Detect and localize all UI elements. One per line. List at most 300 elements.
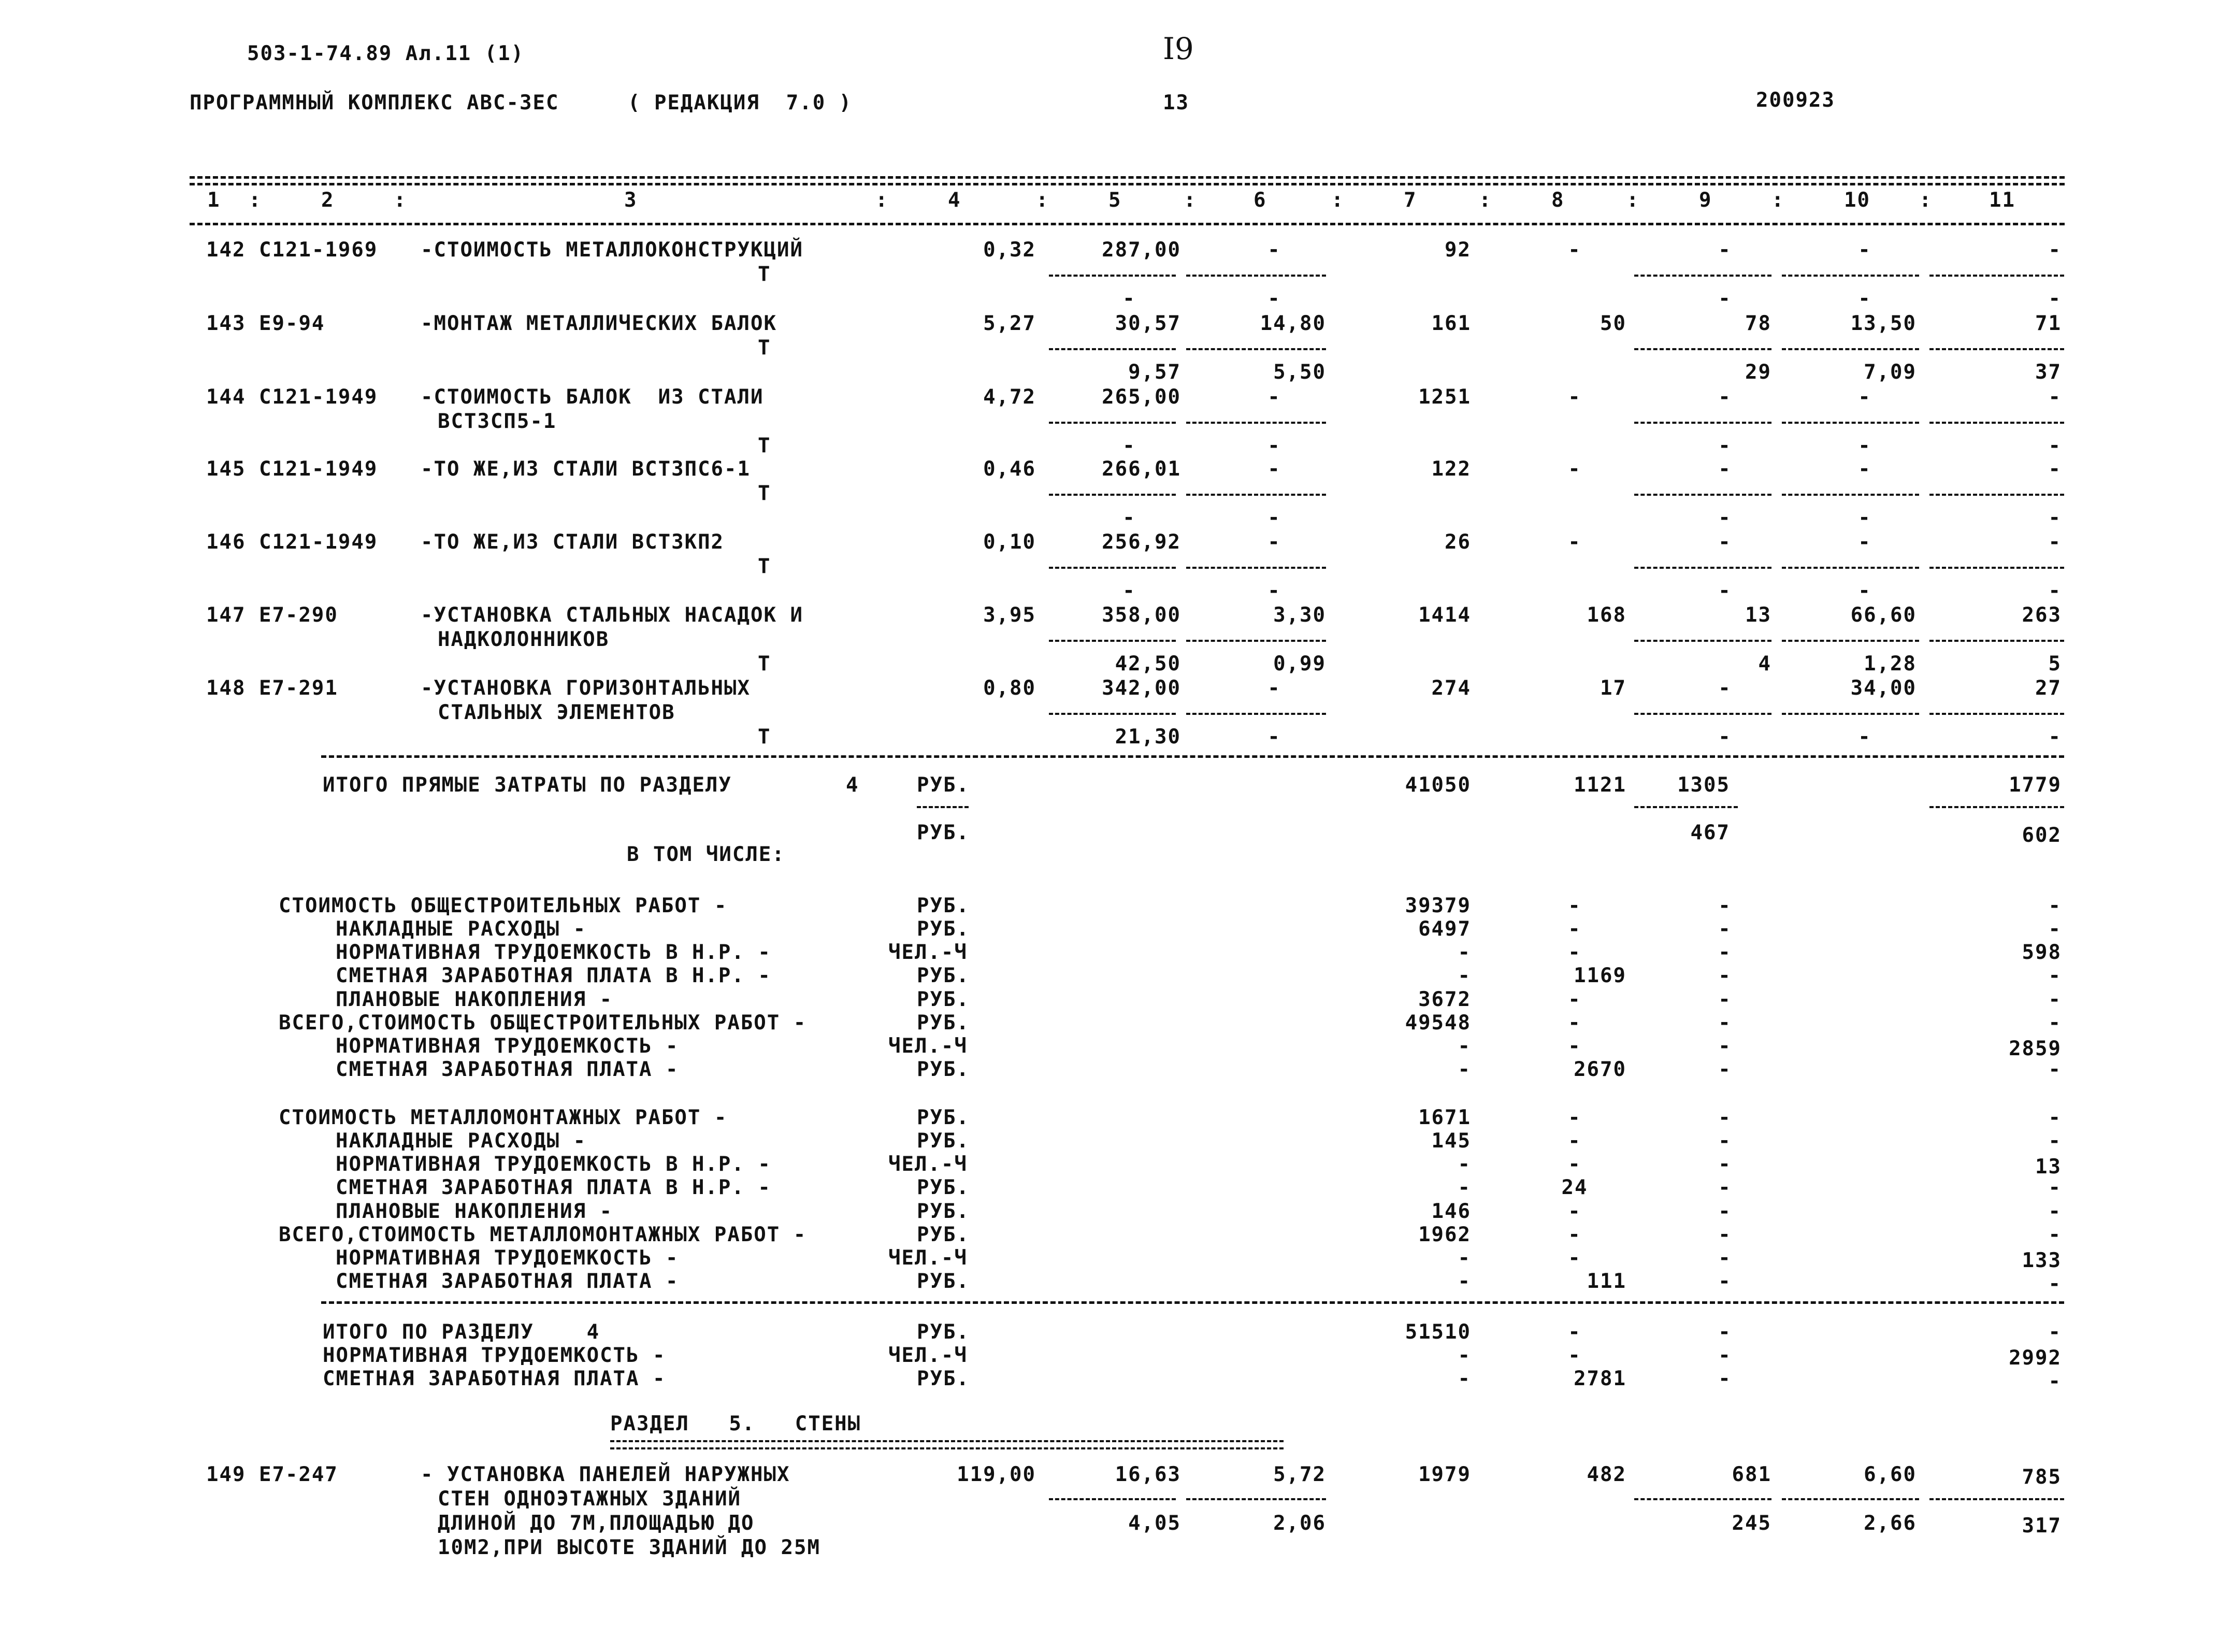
row-number: 149	[206, 1463, 246, 1486]
col8-value: 17	[1600, 677, 1626, 700]
date-code: 200923	[1756, 89, 1835, 112]
col10-value: 6,60	[1864, 1463, 1917, 1486]
col11-value: -	[2048, 1176, 2062, 1199]
col-header-1: 1	[207, 189, 221, 212]
summary-label: НОРМАТИВНАЯ ТРУДОЕМКОСТЬ -	[336, 1035, 679, 1058]
section-number: 4	[846, 773, 859, 797]
col5-value: 358,00	[1102, 604, 1181, 627]
subtotal-rule	[1634, 1498, 1771, 1500]
col8-value: -	[1568, 1153, 1581, 1176]
subtotal-rule	[1049, 567, 1176, 569]
summary-label: НАКЛАДНЫЕ РАСХОДЫ -	[336, 917, 587, 941]
summary-label: ВСЕГО,СТОИМОСТЬ ОБЩЕСТРОИТЕЛЬНЫХ РАБОТ -	[279, 1011, 807, 1035]
col9-value: -	[1718, 385, 1732, 409]
subtotal-rule	[1186, 567, 1326, 569]
unit: Т	[758, 263, 771, 286]
col11-value: -	[2048, 1200, 2062, 1223]
col-header-6: 6	[1254, 189, 1267, 212]
summary-label: ИТОГО ПО РАЗДЕЛУ 4	[323, 1320, 600, 1344]
row-number: 144	[206, 385, 246, 409]
col-header-7: 7	[1404, 189, 1417, 212]
header-rule-bottom	[190, 223, 2065, 225]
section-total-label: ИТОГО ПРЯМЫЕ ЗАТРАТЫ ПО РАЗДЕЛУ	[323, 773, 732, 797]
col-separator: :	[1771, 189, 1785, 212]
col7-value: 26	[1445, 530, 1471, 554]
col7-value: 1979	[1418, 1463, 1471, 1486]
summary-label: СМЕТНАЯ ЗАРАБОТНАЯ ПЛАТА В Н.Р. -	[336, 1176, 771, 1199]
col4-qty: 119,00	[957, 1463, 1036, 1486]
summary-label: НОРМАТИВНАЯ ТРУДОЕМКОСТЬ В Н.Р. -	[336, 1153, 771, 1176]
col11-value: 133	[2022, 1249, 2062, 1272]
col10-value: -	[1858, 385, 1871, 409]
col7-value: -	[1458, 1058, 1471, 1081]
work-description-cont: ВСТ3СП5-1	[438, 410, 557, 433]
unit: РУБ.	[917, 988, 970, 1011]
col6-labor: 0,99	[1273, 652, 1326, 676]
col6-value: -	[1267, 677, 1281, 700]
summary-label: НОРМАТИВНАЯ ТРУДОЕМКОСТЬ В Н.Р. -	[336, 941, 771, 964]
col7-value: 51510	[1405, 1320, 1471, 1344]
subtotal-rule	[1929, 348, 2064, 350]
col8-value: 24	[1561, 1176, 1588, 1199]
col10-value: 66,60	[1850, 604, 1917, 627]
col9-value: -	[1718, 1058, 1732, 1081]
col11-value: -	[2048, 530, 2062, 554]
col7-value: 122	[1431, 457, 1471, 481]
col11-value: 71	[2035, 312, 2062, 335]
subtotal-rule	[1186, 1498, 1326, 1500]
subtotal-rule	[1782, 494, 1919, 496]
col10-labor: -	[1858, 725, 1871, 749]
col-separator: :	[249, 189, 262, 212]
col8-value: -	[1568, 1035, 1581, 1058]
col6-value: -	[1267, 238, 1281, 262]
col8-value: 482	[1587, 1463, 1626, 1486]
col7-value: 146	[1431, 1200, 1471, 1223]
col9-labor: -	[1718, 287, 1732, 310]
col9-labor: 4	[1758, 652, 1771, 676]
subtotal-rule	[1634, 806, 1738, 808]
col11-value: -	[2048, 238, 2062, 262]
subtotal-rule	[1186, 348, 1326, 350]
subtotal-rule	[1049, 640, 1176, 642]
unit: Т	[758, 336, 771, 360]
col6-labor: 2,06	[1273, 1512, 1326, 1535]
subtotal-rule	[1929, 806, 2064, 808]
col5-labor: -	[1122, 434, 1136, 457]
unit: РУБ.	[917, 1106, 970, 1129]
col5-value: 30,57	[1115, 312, 1181, 335]
unit: ЧЕЛ.-Ч	[888, 1035, 968, 1058]
col4-qty: 4,72	[983, 385, 1036, 409]
col9-value: -	[1718, 1344, 1732, 1367]
col10-labor: 7,09	[1864, 361, 1917, 384]
row-number: 146	[206, 530, 246, 554]
section-rule	[321, 755, 2064, 758]
col11-labor: 602	[2022, 824, 2062, 847]
summary-label: НОРМАТИВНАЯ ТРУДОЕМКОСТЬ -	[323, 1344, 666, 1367]
col7-value: 3672	[1418, 988, 1471, 1011]
col9-value: -	[1718, 941, 1732, 964]
summary-label: СТОИМОСТЬ ОБЩЕСТРОИТЕЛЬНЫХ РАБОТ -	[279, 894, 728, 917]
unit: РУБ.	[917, 1223, 970, 1246]
subtotal-rule	[1929, 640, 2064, 642]
subtotal-rule	[1186, 275, 1326, 277]
unit: РУБ.	[917, 1367, 970, 1390]
norm-code: Е7-291	[259, 677, 338, 700]
col9-labor: -	[1718, 579, 1732, 602]
col6-value: -	[1267, 385, 1281, 409]
col5-value: 342,00	[1102, 677, 1181, 700]
subtotal-rule	[1049, 275, 1176, 277]
subtotal-rule	[917, 806, 969, 808]
col7-value: 145	[1431, 1129, 1471, 1153]
unit: ЧЕЛ.-Ч	[888, 1344, 968, 1367]
col8-value: -	[1568, 941, 1581, 964]
col9-value: -	[1718, 1035, 1732, 1058]
col7-value: -	[1458, 1344, 1471, 1367]
unit: РУБ.	[917, 1270, 970, 1293]
row-number: 143	[206, 312, 246, 335]
col9-value: -	[1718, 988, 1732, 1011]
work-description: - УСТАНОВКА ПАНЕЛЕЙ НАРУЖНЫХ	[421, 1463, 790, 1486]
including-label: В ТОМ ЧИСЛЕ:	[627, 843, 785, 866]
subtotal-rule	[1186, 640, 1326, 642]
work-description: -СТОИМОСТЬ БАЛОК ИЗ СТАЛИ	[421, 385, 764, 409]
section-title: РАЗДЕЛ 5. СТЕНЫ	[610, 1412, 861, 1435]
edition: ( РЕДАКЦИЯ 7.0 )	[628, 91, 853, 114]
col11-value: 598	[2022, 941, 2062, 964]
summary-label: ВСЕГО,СТОИМОСТЬ МЕТАЛЛОМОНТАЖНЫХ РАБОТ -	[279, 1223, 807, 1246]
unit: РУБ.	[917, 1200, 970, 1223]
summary-label: НОРМАТИВНАЯ ТРУДОЕМКОСТЬ -	[336, 1246, 679, 1270]
norm-code: Е7-247	[259, 1463, 338, 1486]
subtotal-rule	[1634, 713, 1771, 715]
unit: РУБ.	[917, 964, 970, 987]
col-separator: :	[394, 189, 407, 212]
col-separator: :	[1479, 189, 1492, 212]
header-rule-top-2	[190, 183, 2065, 185]
col10-value: -	[1858, 238, 1871, 262]
col7-value: 1962	[1418, 1223, 1471, 1246]
summary-label: СМЕТНАЯ ЗАРАБОТНАЯ ПЛАТА -	[336, 1270, 679, 1293]
norm-code: Е9-94	[259, 312, 325, 335]
work-description: -УСТАНОВКА ГОРИЗОНТАЛЬНЫХ	[421, 677, 751, 700]
summary-label: СМЕТНАЯ ЗАРАБОТНАЯ ПЛАТА В Н.Р. -	[336, 964, 771, 987]
col4-qty: 3,95	[983, 604, 1036, 627]
subtotal-rule	[1929, 567, 2064, 569]
row-number: 142	[206, 238, 246, 262]
col9-labor: -	[1718, 725, 1732, 749]
col-separator: :	[1331, 189, 1345, 212]
work-description: -СТОИМОСТЬ МЕТАЛЛОКОНСТРУКЦИЙ	[421, 238, 803, 262]
col-header-4: 4	[948, 189, 961, 212]
unit: РУБ.	[917, 1176, 970, 1199]
work-description: -ТО ЖЕ,ИЗ СТАЛИ ВСТ3ПС6-1	[421, 457, 751, 481]
col6-value: -	[1267, 457, 1281, 481]
col9-value: 681	[1732, 1463, 1771, 1486]
col10-value: -	[1858, 530, 1871, 554]
col11-value: -	[2048, 385, 2062, 409]
col7-value: 39379	[1405, 894, 1471, 917]
col10-value: 13,50	[1850, 312, 1917, 335]
col8-value: -	[1568, 1223, 1581, 1246]
col-separator: :	[1036, 189, 1049, 212]
subtotal-rule	[1634, 275, 1771, 277]
col5-value: 256,92	[1102, 530, 1181, 554]
col6-labor: -	[1267, 579, 1281, 602]
col11-value: 13	[2035, 1155, 2062, 1179]
col11-value: -	[2048, 894, 2062, 917]
col7-value: -	[1458, 941, 1471, 964]
col7-value: 1671	[1418, 1106, 1471, 1129]
col7-value: 274	[1431, 677, 1471, 700]
col9-value: -	[1718, 1011, 1732, 1035]
col8-value: -	[1568, 1106, 1581, 1129]
col11-value: -	[2048, 1058, 2062, 1081]
col-header-5: 5	[1108, 189, 1122, 212]
col8-value: 2670	[1574, 1058, 1626, 1081]
subtotal-rule	[1186, 494, 1326, 496]
col8-value: -	[1568, 894, 1581, 917]
col11-labor: 5	[2048, 652, 2062, 676]
subtotal-rule	[1634, 640, 1771, 642]
work-description: -ТО ЖЕ,ИЗ СТАЛИ ВСТ3КП2	[421, 530, 725, 554]
work-description: -МОНТАЖ МЕТАЛЛИЧЕСКИХ БАЛОК	[421, 312, 777, 335]
col9-value: 13	[1745, 604, 1771, 627]
unit: РУБ.	[917, 1011, 970, 1035]
unit: РУБ.	[917, 1058, 970, 1081]
subtotal-rule	[1929, 422, 2064, 424]
col8-value: -	[1568, 530, 1581, 554]
col8-value: -	[1568, 917, 1581, 941]
col4-qty: 0,32	[983, 238, 1036, 262]
unit: Т	[758, 434, 771, 457]
col11-value: -	[2048, 1223, 2062, 1246]
col8-value: 2781	[1574, 1367, 1626, 1390]
col7-value: 161	[1431, 312, 1471, 335]
subtotal-rule	[1782, 1498, 1919, 1500]
col11-value: 2859	[2009, 1037, 2062, 1060]
col10-labor: -	[1858, 287, 1871, 310]
col7-value: 41050	[1405, 773, 1471, 797]
col9-value: -	[1718, 1176, 1732, 1199]
col11-value: -	[2048, 988, 2062, 1011]
col5-labor: 4,05	[1128, 1512, 1181, 1535]
col7-value: -	[1458, 1246, 1471, 1270]
col11-labor: -	[2048, 725, 2062, 749]
subtotal-rule	[1049, 348, 1176, 350]
summary-label: НАКЛАДНЫЕ РАСХОДЫ -	[336, 1129, 587, 1153]
row-number: 145	[206, 457, 246, 481]
col10-labor: 1,28	[1864, 652, 1917, 676]
col8-value: 50	[1600, 312, 1626, 335]
col11-value: 263	[2022, 604, 2062, 627]
col9-labor: 29	[1745, 361, 1771, 384]
col11-value: 785	[2022, 1466, 2062, 1489]
col8-value: 111	[1587, 1270, 1626, 1293]
unit: РУБ.	[917, 894, 970, 917]
col6-labor: -	[1267, 434, 1281, 457]
col-header-10: 10	[1844, 189, 1870, 212]
summary-label: СТОИМОСТЬ МЕТАЛЛОМОНТАЖНЫХ РАБОТ -	[279, 1106, 728, 1129]
col6-labor: 5,50	[1273, 361, 1326, 384]
summary-label: ПЛАНОВЫЕ НАКОПЛЕНИЯ -	[336, 988, 613, 1011]
subtotal-rule	[1634, 567, 1771, 569]
norm-code: С121-1949	[259, 457, 378, 481]
col9-labor: 245	[1732, 1512, 1771, 1535]
col10-value: 34,00	[1850, 677, 1917, 700]
col-header-9: 9	[1699, 189, 1712, 212]
subtotal-rule	[1049, 1498, 1176, 1500]
col11-value: -	[2048, 964, 2062, 987]
col-header-3: 3	[624, 189, 638, 212]
col9-value: -	[1718, 1200, 1732, 1223]
unit: Т	[758, 482, 771, 505]
col7-value: 1414	[1418, 604, 1471, 627]
unit: РУБ.	[917, 917, 970, 941]
col8-value: -	[1568, 238, 1581, 262]
col10-labor: -	[1858, 579, 1871, 602]
col11-labor: 37	[2035, 361, 2062, 384]
col9-value: -	[1718, 1129, 1732, 1153]
col4-qty: 0,80	[983, 677, 1036, 700]
row-number: 147	[206, 604, 246, 627]
col8-value: -	[1568, 385, 1581, 409]
work-description: -УСТАНОВКА СТАЛЬНЫХ НАСАДОК И	[421, 604, 803, 627]
col11-value: -	[2048, 1011, 2062, 1035]
col9-labor: -	[1718, 506, 1732, 529]
program-name: ПРОГРАММНЫЙ КОМПЛЕКС АВС-3ЕС	[190, 91, 559, 114]
col8-value: -	[1568, 1200, 1581, 1223]
col7-value: -	[1458, 1035, 1471, 1058]
subtotal-rule	[1929, 275, 2064, 277]
norm-code: Е7-290	[259, 604, 338, 627]
col-header-2: 2	[321, 189, 335, 212]
col5-labor: 42,50	[1115, 652, 1181, 676]
col9-labor: -	[1718, 434, 1732, 457]
col9-value: -	[1718, 917, 1732, 941]
col11-value: -	[2048, 1370, 2062, 1393]
col10-value: -	[1858, 457, 1871, 481]
col9-value: -	[1718, 1106, 1732, 1129]
col11-labor: -	[2048, 506, 2062, 529]
work-description-cont: СТЕН ОДНОЭТАЖНЫХ ЗДАНИЙ	[438, 1487, 742, 1511]
col11-value: -	[2048, 457, 2062, 481]
col5-value: 265,00	[1102, 385, 1181, 409]
col8-value: 168	[1587, 604, 1626, 627]
col8-value: 1121	[1574, 773, 1626, 797]
subtotal-rule	[1634, 494, 1771, 496]
col6-labor: -	[1267, 287, 1281, 310]
col8-value: -	[1568, 988, 1581, 1011]
col4-qty: 5,27	[983, 312, 1036, 335]
col-separator: :	[1626, 189, 1640, 212]
col9-value: -	[1718, 677, 1732, 700]
subtotal-rule	[1782, 640, 1919, 642]
subtotal-rule	[1049, 494, 1176, 496]
col8-value: -	[1568, 1011, 1581, 1035]
unit: ЧЕЛ.-Ч	[888, 1246, 968, 1270]
subtotal-rule	[1929, 713, 2064, 715]
subtotal-rule	[1782, 713, 1919, 715]
col5-labor: -	[1122, 579, 1136, 602]
work-description-cont: ДЛИНОЙ ДО 7М,ПЛОЩАДЬЮ ДО	[438, 1512, 755, 1535]
col9-value: -	[1718, 1367, 1732, 1390]
col-header-11: 11	[1989, 189, 2015, 212]
col6-labor: -	[1267, 725, 1281, 749]
col6-value: 5,72	[1273, 1463, 1326, 1486]
subtotal-rule	[1782, 275, 1919, 277]
col9-value: -	[1718, 1153, 1732, 1176]
unit: Т	[758, 652, 771, 676]
col9-labor: 467	[1690, 821, 1730, 844]
col4-qty: 0,46	[983, 457, 1036, 481]
page-number: I9	[1163, 31, 1194, 66]
col6-labor: -	[1267, 506, 1281, 529]
col10-labor: -	[1858, 434, 1871, 457]
col7-value: -	[1458, 1270, 1471, 1293]
section-rule	[321, 1301, 2064, 1304]
norm-code: С121-1949	[259, 385, 378, 409]
col11-value: -	[2048, 917, 2062, 941]
col8-value: -	[1568, 457, 1581, 481]
subtotal-rule	[1186, 713, 1326, 715]
col11-labor: -	[2048, 434, 2062, 457]
col6-value: 14,80	[1260, 312, 1326, 335]
col10-labor: 2,66	[1864, 1512, 1917, 1535]
col11-labor: -	[2048, 287, 2062, 310]
col7-value: 6497	[1418, 917, 1471, 941]
subtotal-rule	[1634, 422, 1771, 424]
summary-label: ПЛАНОВЫЕ НАКОПЛЕНИЯ -	[336, 1200, 613, 1223]
col9-value: -	[1718, 964, 1732, 987]
col8-value: -	[1568, 1320, 1581, 1344]
col5-value: 287,00	[1102, 238, 1181, 262]
unit: РУБ.	[917, 821, 970, 844]
summary-label: СМЕТНАЯ ЗАРАБОТНАЯ ПЛАТА -	[336, 1058, 679, 1081]
col11-value: -	[2048, 1320, 2062, 1344]
unit: РУБ.	[917, 1320, 970, 1344]
col11-labor: -	[2048, 579, 2062, 602]
unit: ЧЕЛ.-Ч	[888, 941, 968, 964]
subtotal-rule	[1782, 348, 1919, 350]
col4-qty: 0,10	[983, 530, 1036, 554]
col11-value: 1779	[2009, 773, 2062, 797]
subtotal-rule	[1186, 422, 1326, 424]
col7-value: 49548	[1405, 1011, 1471, 1035]
work-description-cont: СТАЛЬНЫХ ЭЛЕМЕНТОВ	[438, 701, 675, 724]
subtotal-rule	[1634, 348, 1771, 350]
subtotal-rule	[1782, 567, 1919, 569]
col9-value: -	[1718, 457, 1732, 481]
col8-value: 1169	[1574, 964, 1626, 987]
unit: Т	[758, 725, 771, 749]
col9-value: 1305	[1677, 773, 1730, 797]
subtotal-rule	[1929, 1498, 2064, 1500]
unit: РУБ.	[917, 1129, 970, 1153]
col9-value: -	[1718, 238, 1732, 262]
col11-value: -	[2048, 1106, 2062, 1129]
col11-value: 2992	[2009, 1346, 2062, 1370]
col5-labor: -	[1122, 287, 1136, 310]
col5-value: 16,63	[1115, 1463, 1181, 1486]
col8-value: -	[1568, 1344, 1581, 1367]
col-separator: :	[1184, 189, 1197, 212]
col9-value: -	[1718, 1320, 1732, 1344]
col-header-8: 8	[1551, 189, 1565, 212]
section-title-underline	[610, 1440, 1284, 1449]
